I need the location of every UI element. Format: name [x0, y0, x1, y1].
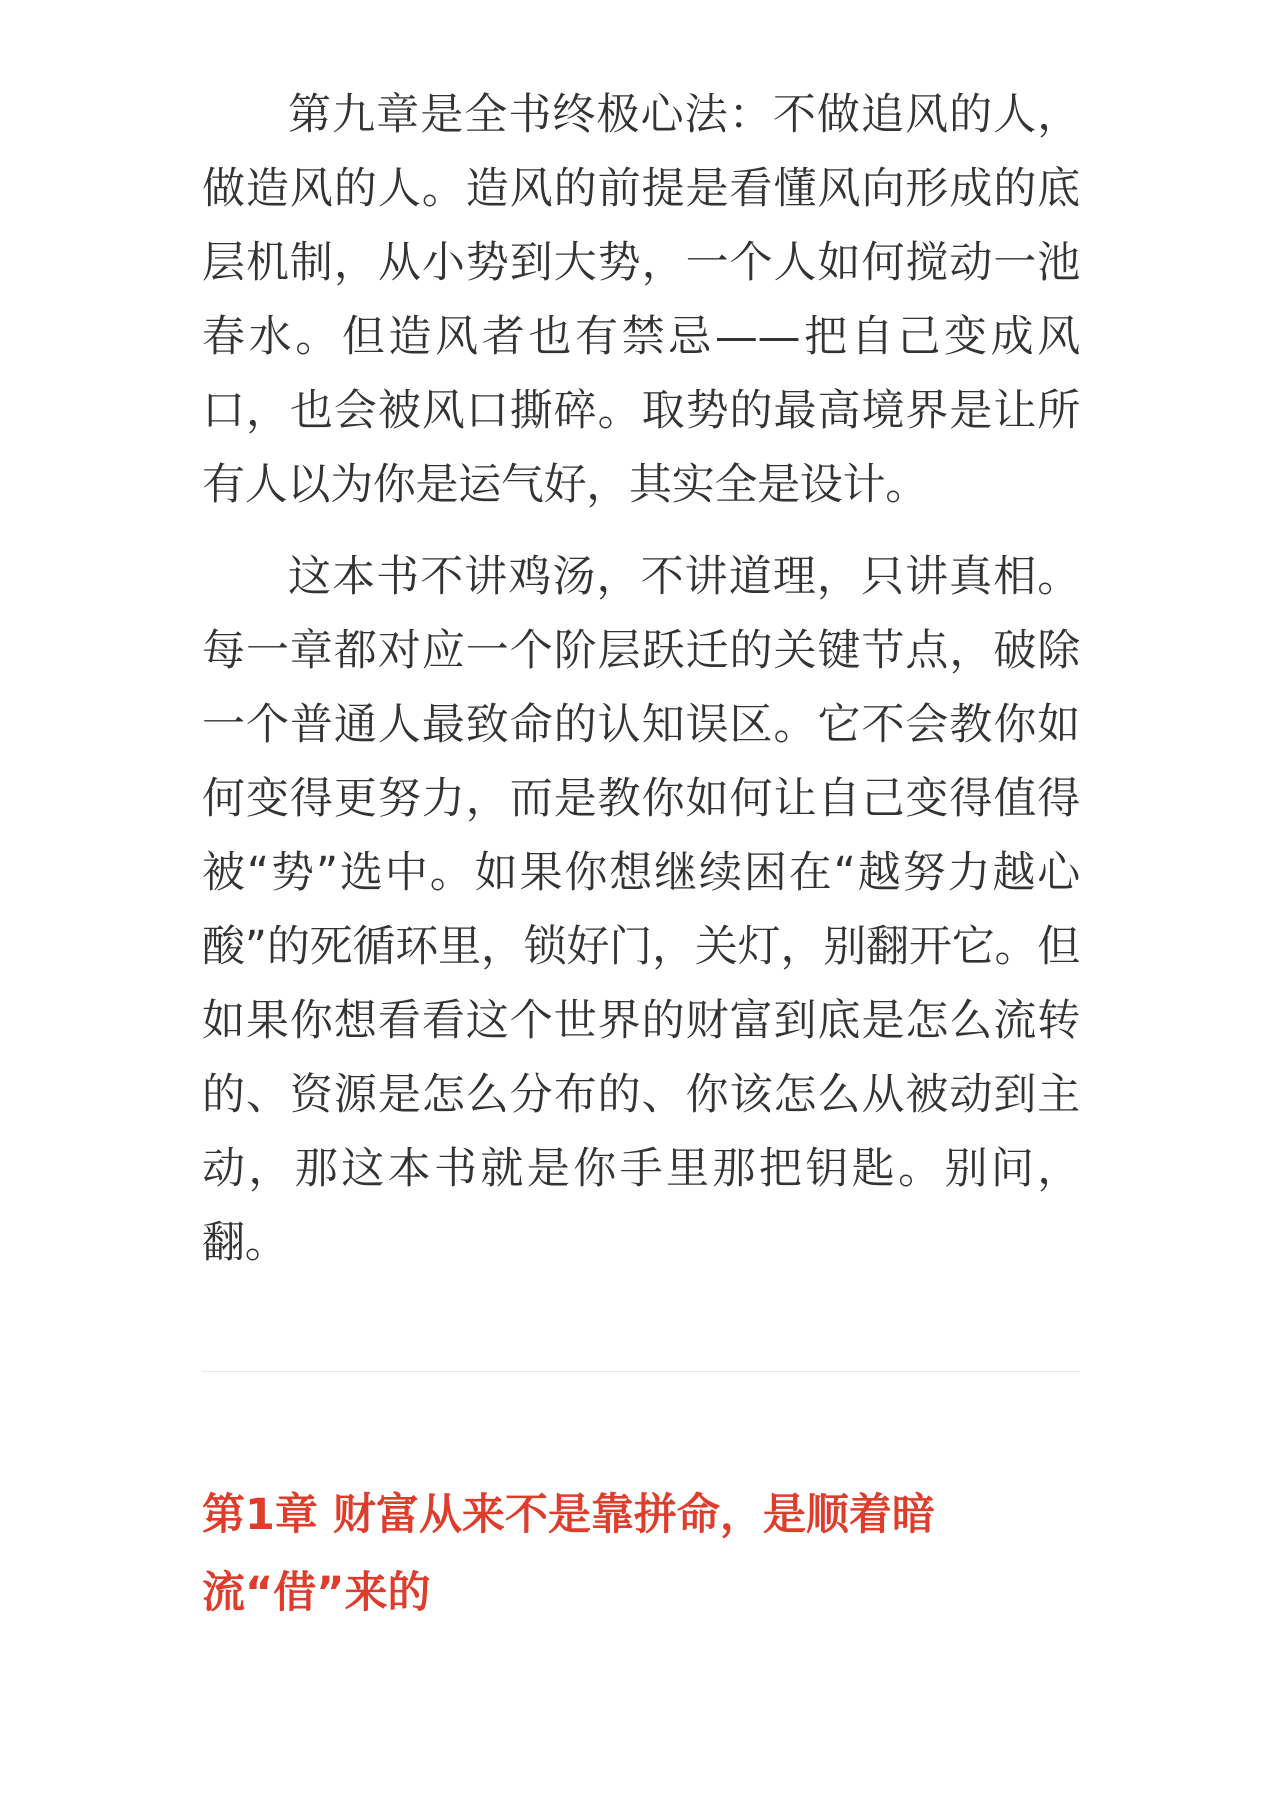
chapter-one-heading: 第1章 财富从来不是靠拼命，是顺着暗流“借”来的 — [202, 1490, 935, 1618]
paragraph-chapter-nine: 第九章是全书终极心法：不做追风的人，做造风的人。造风的前提是看懂风向形成的底层机制，从小势到大势，一个人如何搅动一池春水。但造风者也有禁忌——把自己变成风口，也会被风口撕碎。取势的最高境界是让所有人以为你是运气好，其实全是设计。 — [202, 90, 1080, 510]
paragraph-book-intro: 这本书不讲鸡汤，不讲道理，只讲真相。每一章都对应一个阶层跃迁的关键节点，破除一个普通人最致命的认知误区。它不会教你如何变得更努力，而是教你如何让自己变得值得被“势”选中。如果你想继续困在“越努力越心酸”的死循环里，锁好门，关灯，别翻开它。但如果你想看看这个世界的财富到底是怎么流转的、资源是怎么分布的、你该怎么从被动到主动，那这本书就是你手里那把钥匙。别问，翻。 — [202, 552, 1080, 1268]
section-divider — [202, 1371, 1080, 1372]
article-body — [202, 78, 1080, 1632]
